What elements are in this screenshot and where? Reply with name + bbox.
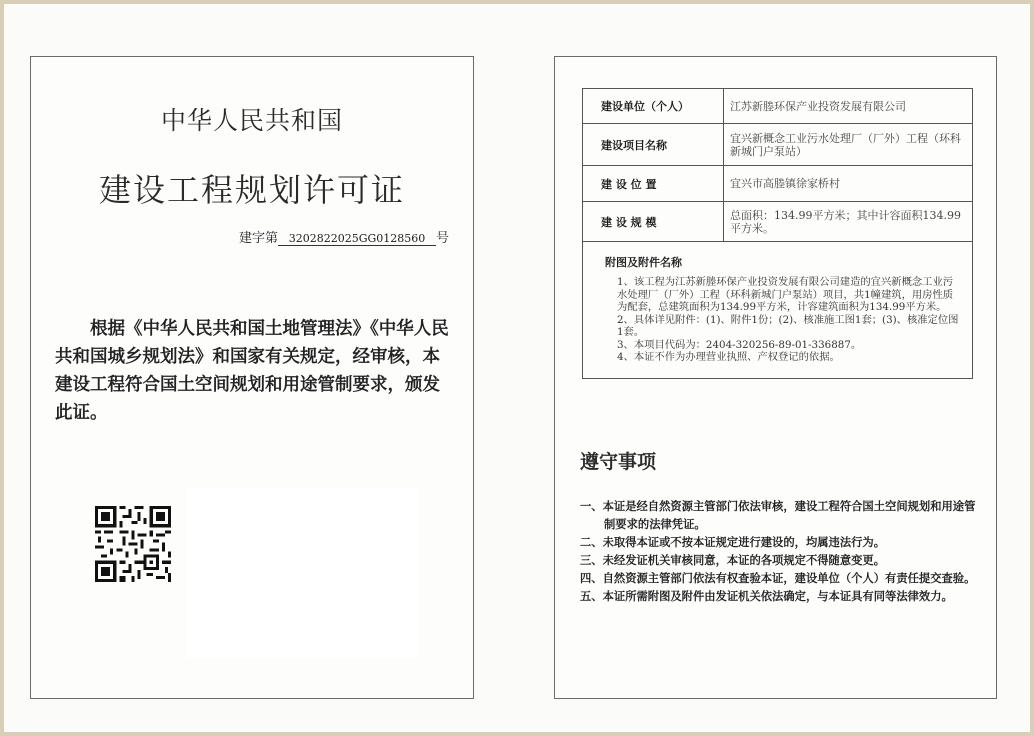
annex-item: 1、该工程为江苏新塍环保产业投资发展有限公司建造的宜兴新概念工业污水处理厂（厂外）工程（环科新城门户泵站）项目，共1幢建筑，用房性质为配套，总建筑面积为134.99平方米，计容建筑面积为134.99平方米。: [617, 276, 954, 313]
certificate-number-prefix: 建字第: [238, 231, 278, 246]
table-row: [583, 89, 973, 124]
notice-title: 遵守事项: [580, 451, 657, 473]
scan-background: [4, 4, 1030, 732]
row-value: 总面积：134.99平方米；其中计容面积134.99平方米。: [724, 202, 973, 242]
certificate-title: 建设工程规划许可证: [98, 171, 405, 209]
table-row: [583, 202, 973, 242]
annex-cell: [583, 242, 973, 379]
row-label: 建设项目名称: [583, 124, 724, 166]
annex-item: 2、具体详见附件：(1)、附件1份；(2)、核准施工图1套；(3)、核准定位图1套。: [617, 313, 959, 338]
certificate-number-value: 3202822025GG0128560: [278, 232, 436, 246]
row-value: 宜兴市高塍镇徐家桥村: [724, 166, 973, 202]
notice-item: 一、本证是经自然资源主管部门依法审核，建设工程符合国土空间规划和用途管制要求的法律凭证。: [580, 500, 976, 531]
row-label: 建设单位（个人）: [583, 89, 724, 124]
permit-left-page: [30, 56, 474, 699]
qr-code-icon: [95, 506, 171, 582]
table-row: [583, 166, 973, 202]
notice-item: 二、未取得本证或不按本证规定进行建设的，均属违法行为。: [580, 536, 886, 549]
table-row: [583, 242, 973, 379]
annex-title: 附图及附件名称: [605, 256, 682, 269]
permit-right-page: [554, 56, 997, 699]
notice-item: 四、自然资源主管部门依法有权查验本证，建设单位（个人）有责任提交查验。: [580, 572, 976, 585]
country-name: 中华人民共和国: [160, 106, 343, 135]
certificate-number-suffix: 号: [435, 231, 449, 246]
table-row: [583, 124, 973, 166]
issuance-statement: 根据《中华人民共和国土地管理法》《中华人民共和国城乡规划法》和国家有关规定，经审核，本建设工程符合国土空间规划和用途管制要求，颁发此证。: [55, 319, 449, 423]
notice-item: 五、本证所需附图及附件由发证机关依法确定，与本证具有同等法律效力。: [580, 590, 953, 603]
project-info-table: [582, 88, 973, 379]
notice-list: [580, 498, 980, 606]
certificate-number: [239, 227, 449, 246]
notice-item: 三、未经发证机关审核同意，本证的各项规定不得随意变更。: [580, 554, 886, 567]
row-label: 建 设 位 置: [583, 166, 724, 202]
redacted-seal-area: [187, 488, 418, 658]
row-value: 江苏新塍环保产业投资发展有限公司: [724, 89, 973, 124]
annex-item: 3、本项目代码为：2404-320256-89-01-336887。: [617, 338, 862, 351]
annex-item: 4、本证不作为办理营业执照、产权登记的依据。: [617, 351, 840, 363]
row-label: 建 设 规 模: [583, 202, 724, 242]
row-value: 宜兴新概念工业污水处理厂（厂外）工程（环科新城门户泵站）: [724, 124, 973, 166]
